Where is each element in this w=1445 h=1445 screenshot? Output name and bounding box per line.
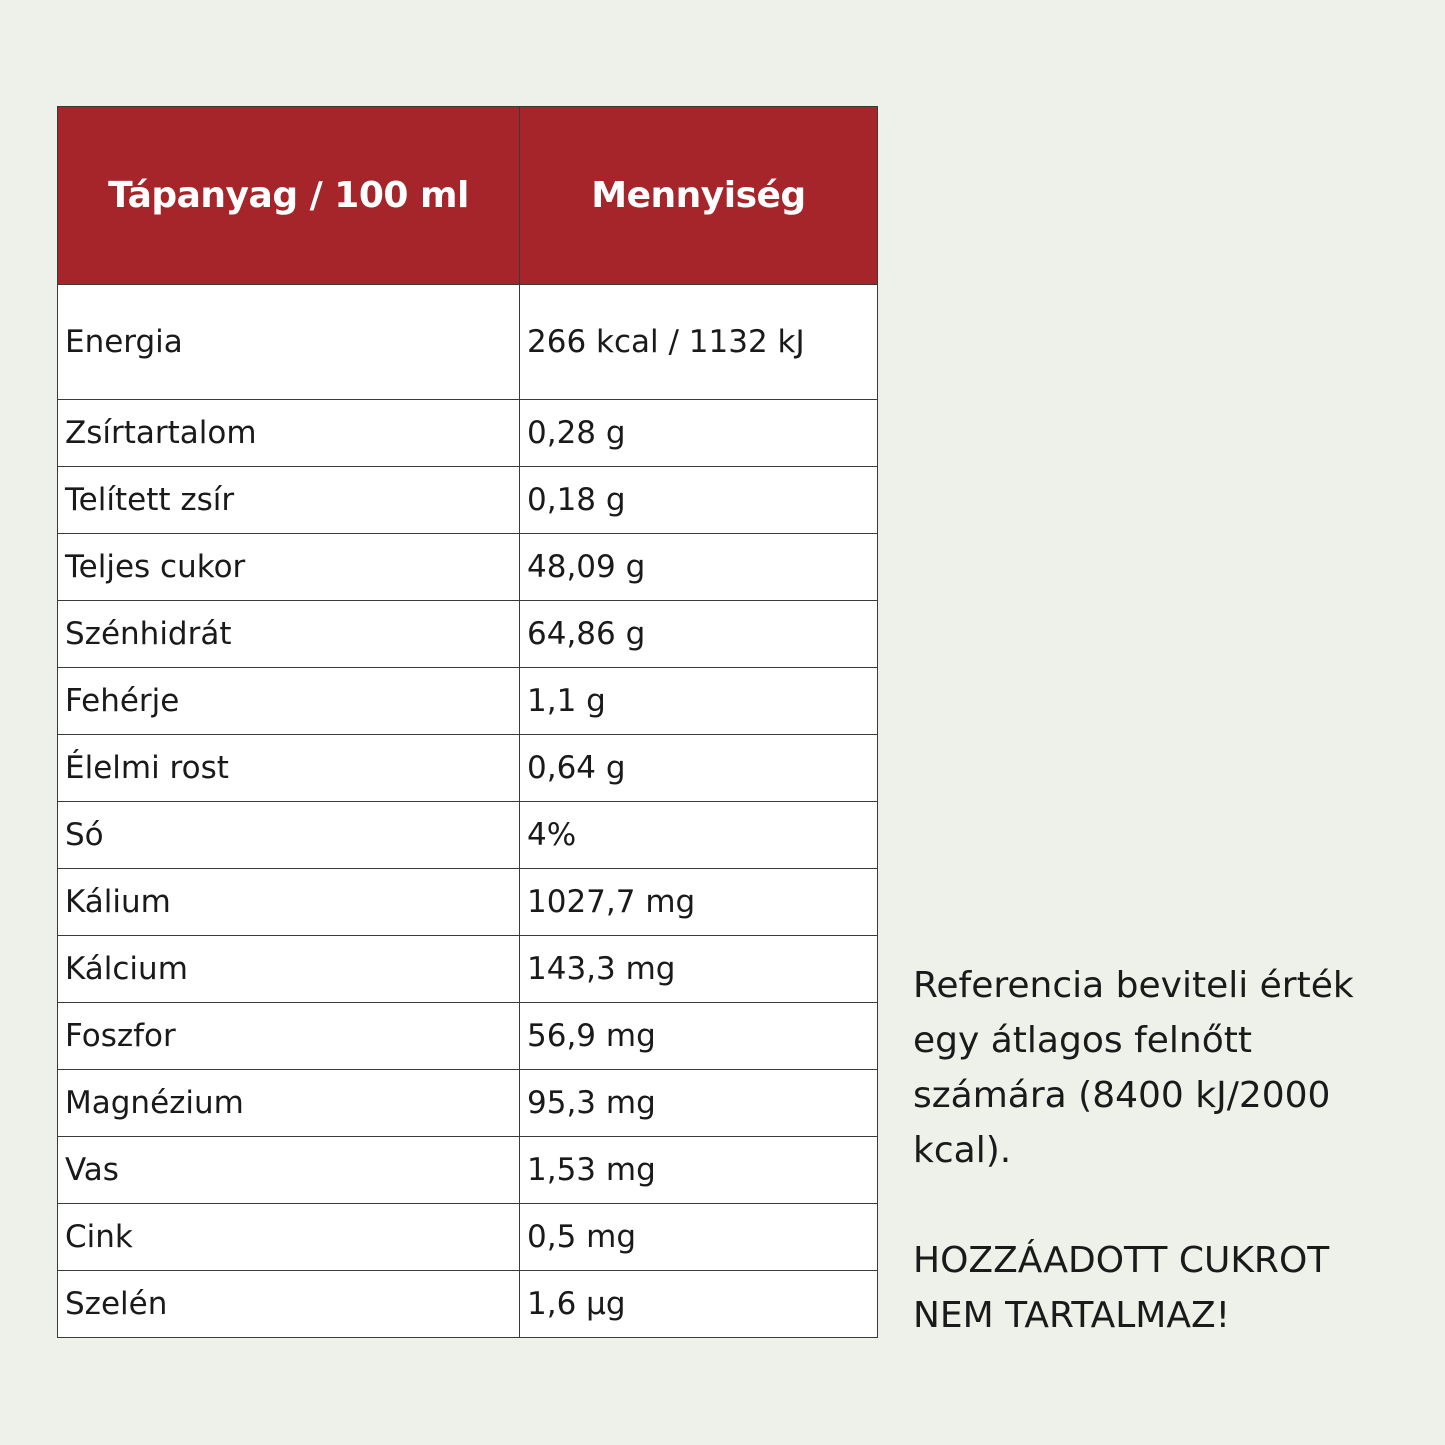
nutrient-amount: 0,5 mg xyxy=(520,1204,878,1271)
nutrient-name: Kálium xyxy=(58,869,520,936)
table-row xyxy=(58,285,878,400)
table-row xyxy=(58,668,878,735)
nutrient-amount: 64,86 g xyxy=(520,601,878,668)
nutrient-name: Telített zsír xyxy=(58,467,520,534)
nutrient-amount: 1,6 µg xyxy=(520,1271,878,1338)
table-row xyxy=(58,1003,878,1070)
table-row xyxy=(58,1070,878,1137)
nutrient-amount: 0,64 g xyxy=(520,735,878,802)
reference-line: Referencia beviteli érték xyxy=(913,965,1354,1006)
table-header-row xyxy=(58,107,878,285)
table-row xyxy=(58,1271,878,1338)
table-row xyxy=(58,735,878,802)
table-row xyxy=(58,869,878,936)
nutrient-amount: 95,3 mg xyxy=(520,1070,878,1137)
nutrient-name: Zsírtartalom xyxy=(58,400,520,467)
no-added-sugar-text xyxy=(913,1233,1413,1343)
table-row xyxy=(58,802,878,869)
table-row xyxy=(58,534,878,601)
nutrient-name: Szelén xyxy=(58,1271,520,1338)
nutrient-amount: 4% xyxy=(520,802,878,869)
nutrition-table xyxy=(57,106,878,1338)
nutrient-name: Cink xyxy=(58,1204,520,1271)
warning-line: HOZZÁADOTT CUKROT xyxy=(913,1240,1330,1281)
nutrient-name: Fehérje xyxy=(58,668,520,735)
warning-line: NEM TARTALMAZ! xyxy=(913,1295,1231,1336)
nutrient-name: Teljes cukor xyxy=(58,534,520,601)
nutrient-name: Élelmi rost xyxy=(58,735,520,802)
nutrient-name: Szénhidrát xyxy=(58,601,520,668)
header-nutrient: Tápanyag / 100 ml xyxy=(58,107,520,285)
table-row xyxy=(58,400,878,467)
nutrient-amount: 1027,7 mg xyxy=(520,869,878,936)
nutrient-name: Magnézium xyxy=(58,1070,520,1137)
nutrient-amount: 266 kcal / 1132 kJ xyxy=(520,285,878,400)
nutrient-name: Foszfor xyxy=(58,1003,520,1070)
nutrient-amount: 56,9 mg xyxy=(520,1003,878,1070)
nutrient-amount: 0,28 g xyxy=(520,400,878,467)
table-row xyxy=(58,1204,878,1271)
reference-line: kcal). xyxy=(913,1130,1012,1171)
nutrient-amount: 143,3 mg xyxy=(520,936,878,1003)
header-amount: Mennyiség xyxy=(520,107,878,285)
table-row xyxy=(58,467,878,534)
side-note xyxy=(913,958,1413,1343)
nutrient-name: Energia xyxy=(58,285,520,400)
nutrient-name: Só xyxy=(58,802,520,869)
nutrient-amount: 48,09 g xyxy=(520,534,878,601)
table-row xyxy=(58,601,878,668)
reference-line: egy átlagos felnőtt xyxy=(913,1020,1252,1061)
nutrient-name: Vas xyxy=(58,1137,520,1204)
nutrient-amount: 1,53 mg xyxy=(520,1137,878,1204)
table-row xyxy=(58,1137,878,1204)
nutrient-name: Kálcium xyxy=(58,936,520,1003)
nutrient-amount: 1,1 g xyxy=(520,668,878,735)
table-row xyxy=(58,936,878,1003)
reference-line: számára (8400 kJ/2000 xyxy=(913,1075,1331,1116)
nutrient-amount: 0,18 g xyxy=(520,467,878,534)
reference-intake-text xyxy=(913,958,1413,1178)
